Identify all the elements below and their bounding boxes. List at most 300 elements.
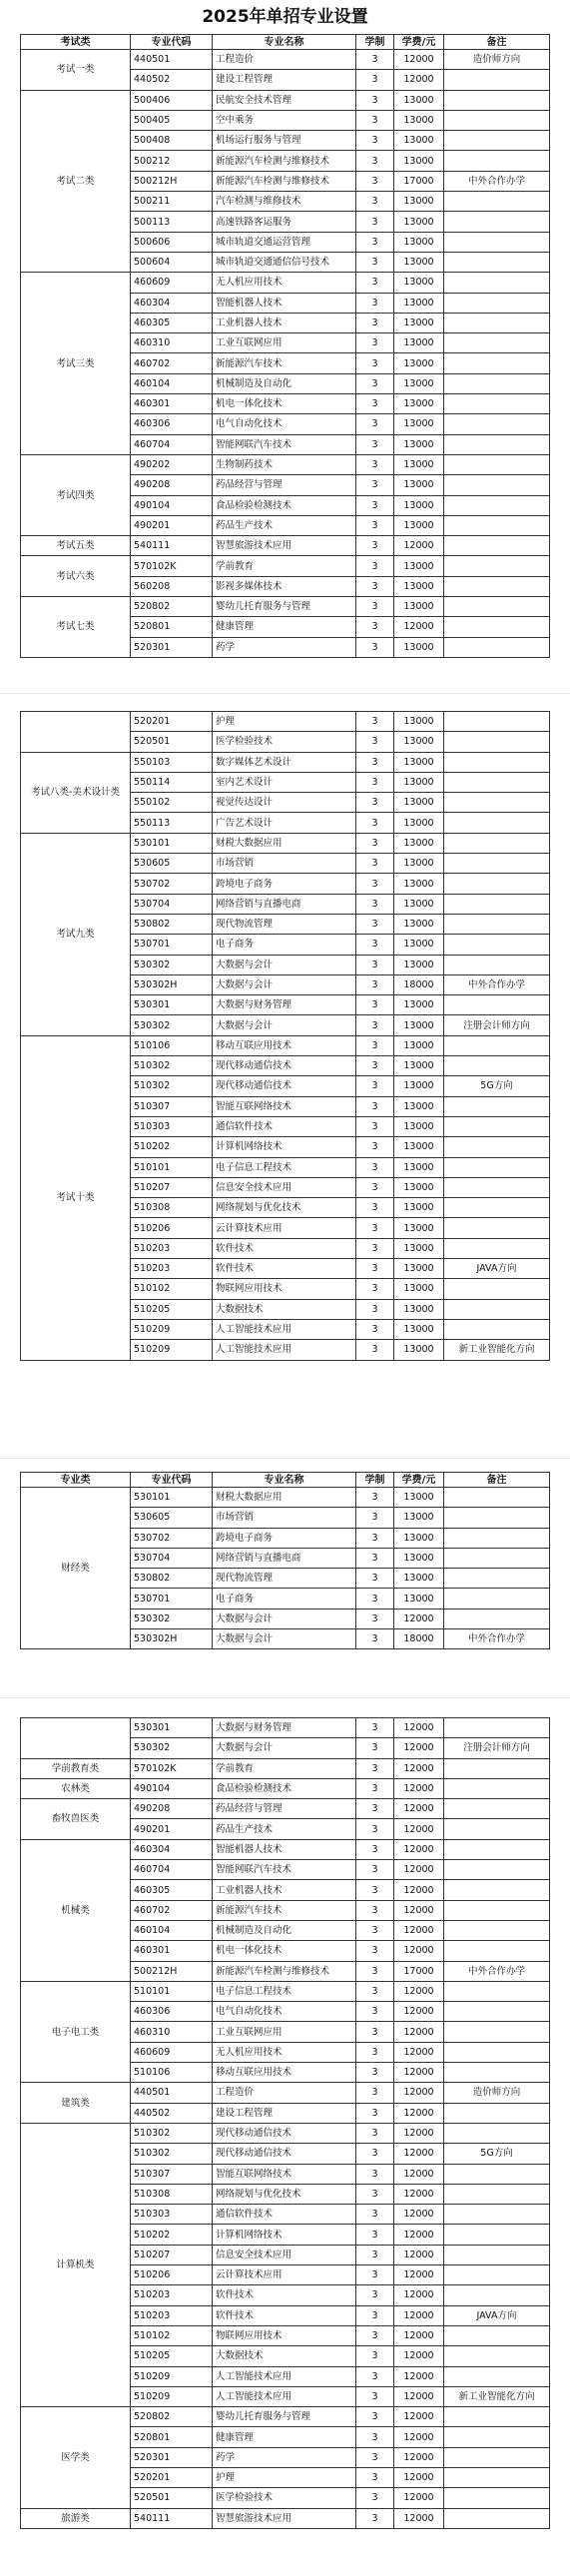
major-code-cell: 520501 bbox=[131, 2488, 213, 2508]
major-code-cell: 510202 bbox=[131, 2225, 213, 2245]
remark-cell bbox=[444, 1177, 550, 1197]
major-name-cell: 汽车检测与维修技术 bbox=[213, 192, 356, 212]
duration-cell: 3 bbox=[356, 1259, 394, 1279]
major-name-cell: 护理 bbox=[213, 2467, 356, 2487]
major-code-cell: 500212H bbox=[131, 1961, 213, 1981]
major-name-cell: 药品生产技术 bbox=[213, 1819, 356, 1839]
major-code-cell: 530101 bbox=[131, 833, 213, 853]
major-name-cell: 婴幼儿托育服务与管理 bbox=[213, 2407, 356, 2427]
remark-cell bbox=[444, 1035, 550, 1055]
duration-cell: 3 bbox=[356, 1548, 394, 1568]
tuition-cell: 12000 bbox=[394, 1920, 444, 1940]
remark-cell bbox=[444, 2042, 550, 2062]
tuition-cell: 12000 bbox=[394, 1738, 444, 1758]
tuition-cell: 12000 bbox=[394, 2103, 444, 2123]
major-name-cell: 市场营销 bbox=[213, 1508, 356, 1528]
major-code-cell: 530302 bbox=[131, 955, 213, 974]
category-cell: 考试六类 bbox=[21, 556, 131, 597]
duration-cell: 3 bbox=[356, 1900, 394, 1920]
major-name-cell: 药学 bbox=[213, 2447, 356, 2467]
duration-cell: 3 bbox=[356, 1488, 394, 1508]
remark-cell bbox=[444, 333, 550, 353]
remark-cell bbox=[444, 576, 550, 596]
major-name-cell: 网络营销与直播电商 bbox=[213, 1548, 356, 1568]
major-code-cell: 510209 bbox=[131, 1319, 213, 1339]
major-name-cell: 计算机网络技术 bbox=[213, 2225, 356, 2245]
major-code-cell: 530605 bbox=[131, 1508, 213, 1528]
major-code-cell: 460305 bbox=[131, 1880, 213, 1900]
major-code-cell: 460704 bbox=[131, 1860, 213, 1880]
major-code-cell: 530701 bbox=[131, 1589, 213, 1609]
major-name-cell: 移动互联应用技术 bbox=[213, 2063, 356, 2083]
major-name-cell: 财税大数据应用 bbox=[213, 833, 356, 853]
major-code-cell: 460301 bbox=[131, 1941, 213, 1961]
category-cell: 计算机类 bbox=[21, 2123, 131, 2406]
duration-cell: 3 bbox=[356, 333, 394, 353]
major-code-cell: 510101 bbox=[131, 1157, 213, 1177]
major-code-cell: 510205 bbox=[131, 2346, 213, 2366]
duration-cell: 3 bbox=[356, 2407, 394, 2427]
tuition-cell: 13000 bbox=[394, 252, 444, 272]
major-code-cell: 550113 bbox=[131, 813, 213, 833]
remark-cell bbox=[444, 2022, 550, 2042]
major-code-cell: 530301 bbox=[131, 995, 213, 1015]
category-cell: 医学类 bbox=[21, 2407, 131, 2508]
tuition-cell: 12000 bbox=[394, 2447, 444, 2467]
tuition-cell: 13000 bbox=[394, 637, 444, 657]
header-row bbox=[21, 1473, 550, 1488]
major-name-cell: 室内艺术设计 bbox=[213, 772, 356, 792]
tuition-cell: 13000 bbox=[394, 90, 444, 110]
duration-cell: 3 bbox=[356, 2042, 394, 2062]
major-name-cell: 财税大数据应用 bbox=[213, 1488, 356, 1508]
duration-cell: 3 bbox=[356, 2447, 394, 2467]
duration-cell: 3 bbox=[356, 495, 394, 515]
duration-cell: 3 bbox=[356, 2022, 394, 2042]
column-header: 备注 bbox=[444, 35, 550, 50]
tuition-cell: 12000 bbox=[394, 2366, 444, 2386]
tuition-cell: 13000 bbox=[394, 833, 444, 853]
duration-cell: 3 bbox=[356, 353, 394, 373]
tuition-cell: 13000 bbox=[394, 1569, 444, 1589]
table-row bbox=[21, 2508, 550, 2528]
duration-cell: 3 bbox=[356, 394, 394, 414]
duration-cell: 3 bbox=[356, 597, 394, 617]
table-row bbox=[21, 597, 550, 617]
remark-cell bbox=[444, 556, 550, 576]
remark-cell bbox=[444, 793, 550, 813]
major-name-cell: 机电一体化技术 bbox=[213, 1941, 356, 1961]
duration-cell: 3 bbox=[356, 914, 394, 934]
duration-cell: 3 bbox=[356, 1839, 394, 1859]
duration-cell: 3 bbox=[356, 833, 394, 853]
duration-cell: 3 bbox=[356, 995, 394, 1015]
major-name-cell: 学前教育 bbox=[213, 556, 356, 576]
major-name-cell: 机场运行服务与管理 bbox=[213, 131, 356, 151]
remark-cell: 新工业智能化方向 bbox=[444, 2386, 550, 2406]
tuition-cell: 13000 bbox=[394, 1056, 444, 1076]
major-name-cell: 建设工程管理 bbox=[213, 70, 356, 90]
major-code-cell: 490208 bbox=[131, 475, 213, 495]
tuition-cell: 13000 bbox=[394, 813, 444, 833]
remark-cell bbox=[444, 914, 550, 934]
tuition-cell: 12000 bbox=[394, 2164, 444, 2184]
duration-cell: 3 bbox=[356, 1961, 394, 1981]
table-row bbox=[21, 1488, 550, 1508]
remark-cell bbox=[444, 192, 550, 212]
major-code-cell: 510203 bbox=[131, 2305, 213, 2325]
duration-cell: 3 bbox=[356, 313, 394, 332]
duration-cell: 3 bbox=[356, 50, 394, 70]
duration-cell: 3 bbox=[356, 1629, 394, 1649]
duration-cell: 3 bbox=[356, 752, 394, 772]
category-cell: 考试三类 bbox=[21, 273, 131, 455]
duration-cell: 3 bbox=[356, 2285, 394, 2305]
duration-cell: 3 bbox=[356, 1157, 394, 1177]
remark-cell bbox=[444, 1880, 550, 1900]
remark-cell: 中外合作办学 bbox=[444, 1961, 550, 1981]
duration-cell: 3 bbox=[356, 414, 394, 434]
duration-cell: 3 bbox=[356, 1569, 394, 1589]
duration-cell: 3 bbox=[356, 2325, 394, 2345]
major-code-cell: 510206 bbox=[131, 1218, 213, 1238]
tuition-cell: 12000 bbox=[394, 2488, 444, 2508]
major-name-cell: 大数据与财务管理 bbox=[213, 1718, 356, 1738]
tuition-cell: 12000 bbox=[394, 2467, 444, 2487]
major-name-cell: 信息安全技术应用 bbox=[213, 2245, 356, 2264]
duration-cell: 3 bbox=[356, 854, 394, 874]
tuition-cell: 13000 bbox=[394, 515, 444, 535]
duration-cell: 3 bbox=[356, 2083, 394, 2103]
major-name-cell: 新能源汽车检测与维修技术 bbox=[213, 1961, 356, 1981]
column-header: 专业名称 bbox=[213, 1473, 356, 1488]
remark-cell: 中外合作办学 bbox=[444, 1629, 550, 1649]
category-cell: 电子电工类 bbox=[21, 1981, 131, 2082]
major-name-cell: 新能源汽车检测与维修技术 bbox=[213, 151, 356, 171]
major-name-cell: 市场营销 bbox=[213, 854, 356, 874]
table-section-3 bbox=[20, 1472, 549, 1649]
tuition-cell: 12000 bbox=[394, 2407, 444, 2427]
duration-cell: 3 bbox=[356, 894, 394, 914]
major-name-cell: 软件技术 bbox=[213, 1238, 356, 1258]
major-code-cell: 460609 bbox=[131, 2042, 213, 2062]
remark-cell bbox=[444, 1548, 550, 1568]
remark-cell bbox=[444, 2103, 550, 2123]
major-code-cell: 440501 bbox=[131, 50, 213, 70]
major-code-cell: 510205 bbox=[131, 1299, 213, 1319]
remark-cell bbox=[444, 1900, 550, 1920]
major-name-cell: 物联网应用技术 bbox=[213, 1279, 356, 1299]
duration-cell: 3 bbox=[356, 1589, 394, 1609]
tuition-cell: 12000 bbox=[394, 1609, 444, 1628]
major-name-cell: 空中乘务 bbox=[213, 110, 356, 130]
major-code-cell: 460306 bbox=[131, 414, 213, 434]
major-code-cell: 500113 bbox=[131, 212, 213, 232]
major-code-cell: 510106 bbox=[131, 2063, 213, 2083]
remark-cell: 5G方向 bbox=[444, 2144, 550, 2164]
remark-cell bbox=[444, 1157, 550, 1177]
duration-cell: 3 bbox=[356, 1076, 394, 1096]
major-name-cell: 医学检验技术 bbox=[213, 732, 356, 752]
remark-cell bbox=[444, 475, 550, 495]
duration-cell: 3 bbox=[356, 1340, 394, 1360]
table-row bbox=[21, 712, 550, 732]
remark-cell bbox=[444, 833, 550, 853]
major-name-cell: 无人机应用技术 bbox=[213, 2042, 356, 2062]
major-code-cell: 510203 bbox=[131, 1259, 213, 1279]
duration-cell: 3 bbox=[356, 1799, 394, 1819]
major-code-cell: 530702 bbox=[131, 874, 213, 894]
major-name-cell: 广告艺术设计 bbox=[213, 813, 356, 833]
remark-cell bbox=[444, 995, 550, 1015]
duration-cell: 3 bbox=[356, 1198, 394, 1218]
column-header: 备注 bbox=[444, 1473, 550, 1488]
duration-cell: 3 bbox=[356, 131, 394, 151]
major-name-cell: 城市轨道交通运营管理 bbox=[213, 232, 356, 252]
major-name-cell: 跨境电子商务 bbox=[213, 1528, 356, 1548]
tuition-cell: 12000 bbox=[394, 2427, 444, 2447]
major-name-cell: 现代物流管理 bbox=[213, 1569, 356, 1589]
major-name-cell: 视觉传达设计 bbox=[213, 793, 356, 813]
major-name-cell: 药品经营与管理 bbox=[213, 475, 356, 495]
duration-cell: 3 bbox=[356, 373, 394, 393]
tuition-cell: 12000 bbox=[394, 2205, 444, 2225]
major-code-cell: 500212 bbox=[131, 151, 213, 171]
major-name-cell: 现代移动通信技术 bbox=[213, 2123, 356, 2143]
duration-cell: 3 bbox=[356, 232, 394, 252]
major-code-cell: 560208 bbox=[131, 576, 213, 596]
major-code-cell: 510203 bbox=[131, 2285, 213, 2305]
major-name-cell: 跨境电子商务 bbox=[213, 874, 356, 894]
tuition-cell: 12000 bbox=[394, 1981, 444, 2001]
major-code-cell: 460310 bbox=[131, 333, 213, 353]
major-name-cell: 电子商务 bbox=[213, 935, 356, 955]
duration-cell: 3 bbox=[356, 475, 394, 495]
duration-cell: 3 bbox=[356, 1758, 394, 1778]
major-code-cell: 500211 bbox=[131, 192, 213, 212]
remark-cell: 5G方向 bbox=[444, 1076, 550, 1096]
remark-cell: 新工业智能化方向 bbox=[444, 1340, 550, 1360]
major-name-cell: 食品检验检测技术 bbox=[213, 1778, 356, 1798]
remark-cell bbox=[444, 1860, 550, 1880]
major-code-cell: 460609 bbox=[131, 273, 213, 293]
remark-cell bbox=[444, 894, 550, 914]
tuition-cell: 13000 bbox=[394, 914, 444, 934]
category-cell: 农林类 bbox=[21, 1778, 131, 1798]
major-name-cell: 机械制造及自动化 bbox=[213, 1920, 356, 1940]
duration-cell: 3 bbox=[356, 637, 394, 657]
tuition-cell: 13000 bbox=[394, 454, 444, 474]
major-name-cell: 信息安全技术应用 bbox=[213, 1177, 356, 1197]
tuition-cell: 13000 bbox=[394, 1488, 444, 1508]
major-name-cell: 通信软件技术 bbox=[213, 2205, 356, 2225]
major-code-cell: 440502 bbox=[131, 70, 213, 90]
major-name-cell: 大数据与会计 bbox=[213, 974, 356, 994]
major-code-cell: 440501 bbox=[131, 2083, 213, 2103]
remark-cell bbox=[444, 2225, 550, 2245]
tuition-cell: 13000 bbox=[394, 1116, 444, 1136]
major-name-cell: 大数据与会计 bbox=[213, 1629, 356, 1649]
remark-cell: 造价师方向 bbox=[444, 50, 550, 70]
page-title: 2025年单招专业设置 bbox=[202, 7, 368, 27]
major-code-cell: 550114 bbox=[131, 772, 213, 792]
tuition-cell: 13000 bbox=[394, 772, 444, 792]
remark-cell: 中外合作办学 bbox=[444, 974, 550, 994]
major-name-cell: 智能互联网络技术 bbox=[213, 2164, 356, 2184]
major-code-cell: 530302H bbox=[131, 974, 213, 994]
major-code-cell: 530702 bbox=[131, 1528, 213, 1548]
remark-cell bbox=[444, 2245, 550, 2264]
remark-cell bbox=[444, 637, 550, 657]
major-code-cell: 460104 bbox=[131, 1920, 213, 1940]
tuition-cell: 13000 bbox=[394, 894, 444, 914]
duration-cell: 3 bbox=[356, 1319, 394, 1339]
major-name-cell: 网络规划与优化技术 bbox=[213, 2184, 356, 2204]
tuition-cell: 13000 bbox=[394, 1508, 444, 1528]
tuition-cell: 12000 bbox=[394, 1819, 444, 1839]
major-code-cell: 510202 bbox=[131, 1137, 213, 1157]
duration-cell: 3 bbox=[356, 2427, 394, 2447]
tuition-cell: 13000 bbox=[394, 1157, 444, 1177]
duration-cell: 3 bbox=[356, 813, 394, 833]
duration-cell: 3 bbox=[356, 1279, 394, 1299]
major-code-cell: 550102 bbox=[131, 793, 213, 813]
remark-cell bbox=[444, 1920, 550, 1940]
remark-cell bbox=[444, 955, 550, 974]
remark-cell bbox=[444, 313, 550, 332]
remark-cell bbox=[444, 1718, 550, 1738]
major-name-cell: 工业机器人技术 bbox=[213, 313, 356, 332]
duration-cell: 3 bbox=[356, 1137, 394, 1157]
major-name-cell: 新能源汽车技术 bbox=[213, 1900, 356, 1920]
duration-cell: 3 bbox=[356, 1819, 394, 1839]
tuition-cell: 13000 bbox=[394, 373, 444, 393]
tuition-cell: 12000 bbox=[394, 2508, 444, 2528]
remark-cell bbox=[444, 2265, 550, 2285]
tuition-cell: 13000 bbox=[394, 192, 444, 212]
tuition-cell: 12000 bbox=[394, 1839, 444, 1859]
major-code-cell: 460306 bbox=[131, 2002, 213, 2022]
tuition-cell: 13000 bbox=[394, 1015, 444, 1035]
table-row bbox=[21, 2123, 550, 2143]
table-row bbox=[21, 1758, 550, 1778]
remark-cell bbox=[444, 1799, 550, 1819]
major-code-cell: 460301 bbox=[131, 394, 213, 414]
duration-cell: 3 bbox=[356, 732, 394, 752]
duration-cell: 3 bbox=[356, 2467, 394, 2487]
tuition-cell: 13000 bbox=[394, 793, 444, 813]
duration-cell: 3 bbox=[356, 874, 394, 894]
remark-cell bbox=[444, 1279, 550, 1299]
tuition-cell: 12000 bbox=[394, 617, 444, 637]
major-name-cell: 药品生产技术 bbox=[213, 515, 356, 535]
duration-cell: 3 bbox=[356, 2164, 394, 2184]
admissions-table bbox=[20, 1472, 550, 1649]
tuition-cell: 13000 bbox=[394, 1589, 444, 1609]
duration-cell: 3 bbox=[356, 434, 394, 454]
major-code-cell: 510209 bbox=[131, 2386, 213, 2406]
remark-cell bbox=[444, 2447, 550, 2467]
major-name-cell: 医学检验技术 bbox=[213, 2488, 356, 2508]
duration-cell: 3 bbox=[356, 293, 394, 313]
major-name-cell: 民航安全技术管理 bbox=[213, 90, 356, 110]
remark-cell bbox=[444, 1488, 550, 1508]
duration-cell: 3 bbox=[356, 2205, 394, 2225]
duration-cell: 3 bbox=[356, 212, 394, 232]
major-code-cell: 510308 bbox=[131, 2184, 213, 2204]
table-row bbox=[21, 556, 550, 576]
major-code-cell: 530101 bbox=[131, 1488, 213, 1508]
tuition-cell: 17000 bbox=[394, 171, 444, 191]
category-cell: 考试二类 bbox=[21, 90, 131, 273]
duration-cell: 3 bbox=[356, 515, 394, 535]
major-code-cell: 530302 bbox=[131, 1609, 213, 1628]
major-name-cell: 工业机器人技术 bbox=[213, 1880, 356, 1900]
major-name-cell: 新能源汽车检测与维修技术 bbox=[213, 171, 356, 191]
remark-cell bbox=[444, 1096, 550, 1116]
remark-cell bbox=[444, 1508, 550, 1528]
remark-cell bbox=[444, 252, 550, 272]
tuition-cell: 12000 bbox=[394, 2002, 444, 2022]
major-name-cell: 药学 bbox=[213, 637, 356, 657]
remark-cell bbox=[444, 151, 550, 171]
major-code-cell: 510106 bbox=[131, 1035, 213, 1055]
major-code-cell: 540111 bbox=[131, 2508, 213, 2528]
remark-cell bbox=[444, 110, 550, 130]
major-code-cell: 510101 bbox=[131, 1981, 213, 2001]
tuition-cell: 12000 bbox=[394, 2123, 444, 2143]
major-code-cell: 530302 bbox=[131, 1738, 213, 1758]
tuition-cell: 12000 bbox=[394, 2346, 444, 2366]
column-header: 学费/元 bbox=[394, 35, 444, 50]
tuition-cell: 13000 bbox=[394, 1035, 444, 1055]
duration-cell: 3 bbox=[356, 2346, 394, 2366]
major-name-cell: 建设工程管理 bbox=[213, 2103, 356, 2123]
major-code-cell: 510209 bbox=[131, 1340, 213, 1360]
category-cell: 考试八类-美术设计类 bbox=[21, 752, 131, 833]
major-name-cell: 网络规划与优化技术 bbox=[213, 1198, 356, 1218]
major-name-cell: 影视多媒体技术 bbox=[213, 576, 356, 596]
tuition-cell: 12000 bbox=[394, 2184, 444, 2204]
major-code-cell: 550103 bbox=[131, 752, 213, 772]
major-code-cell: 490104 bbox=[131, 1778, 213, 1798]
major-code-cell: 490201 bbox=[131, 1819, 213, 1839]
major-name-cell: 云计算技术应用 bbox=[213, 2265, 356, 2285]
major-code-cell: 520802 bbox=[131, 2407, 213, 2427]
category-cell: 考试一类 bbox=[21, 50, 131, 91]
table-row bbox=[21, 1981, 550, 2001]
category-cell: 学前教育类 bbox=[21, 1758, 131, 1778]
tuition-cell: 12000 bbox=[394, 1718, 444, 1738]
major-code-cell: 530802 bbox=[131, 1569, 213, 1589]
category-cell: 考试十类 bbox=[21, 1035, 131, 1360]
remark-cell bbox=[444, 536, 550, 556]
tuition-cell: 17000 bbox=[394, 1961, 444, 1981]
table-row bbox=[21, 752, 550, 772]
remark-cell bbox=[444, 2123, 550, 2143]
major-code-cell: 510308 bbox=[131, 1198, 213, 1218]
duration-cell: 3 bbox=[356, 2245, 394, 2264]
remark-cell bbox=[444, 935, 550, 955]
category-cell: 考试七类 bbox=[21, 597, 131, 658]
duration-cell: 3 bbox=[356, 1015, 394, 1035]
remark-cell bbox=[444, 1238, 550, 1258]
remark-cell bbox=[444, 1609, 550, 1628]
remark-cell bbox=[444, 2488, 550, 2508]
column-header: 考试类 bbox=[21, 35, 131, 50]
remark-cell bbox=[444, 1941, 550, 1961]
major-code-cell: 510207 bbox=[131, 1177, 213, 1197]
